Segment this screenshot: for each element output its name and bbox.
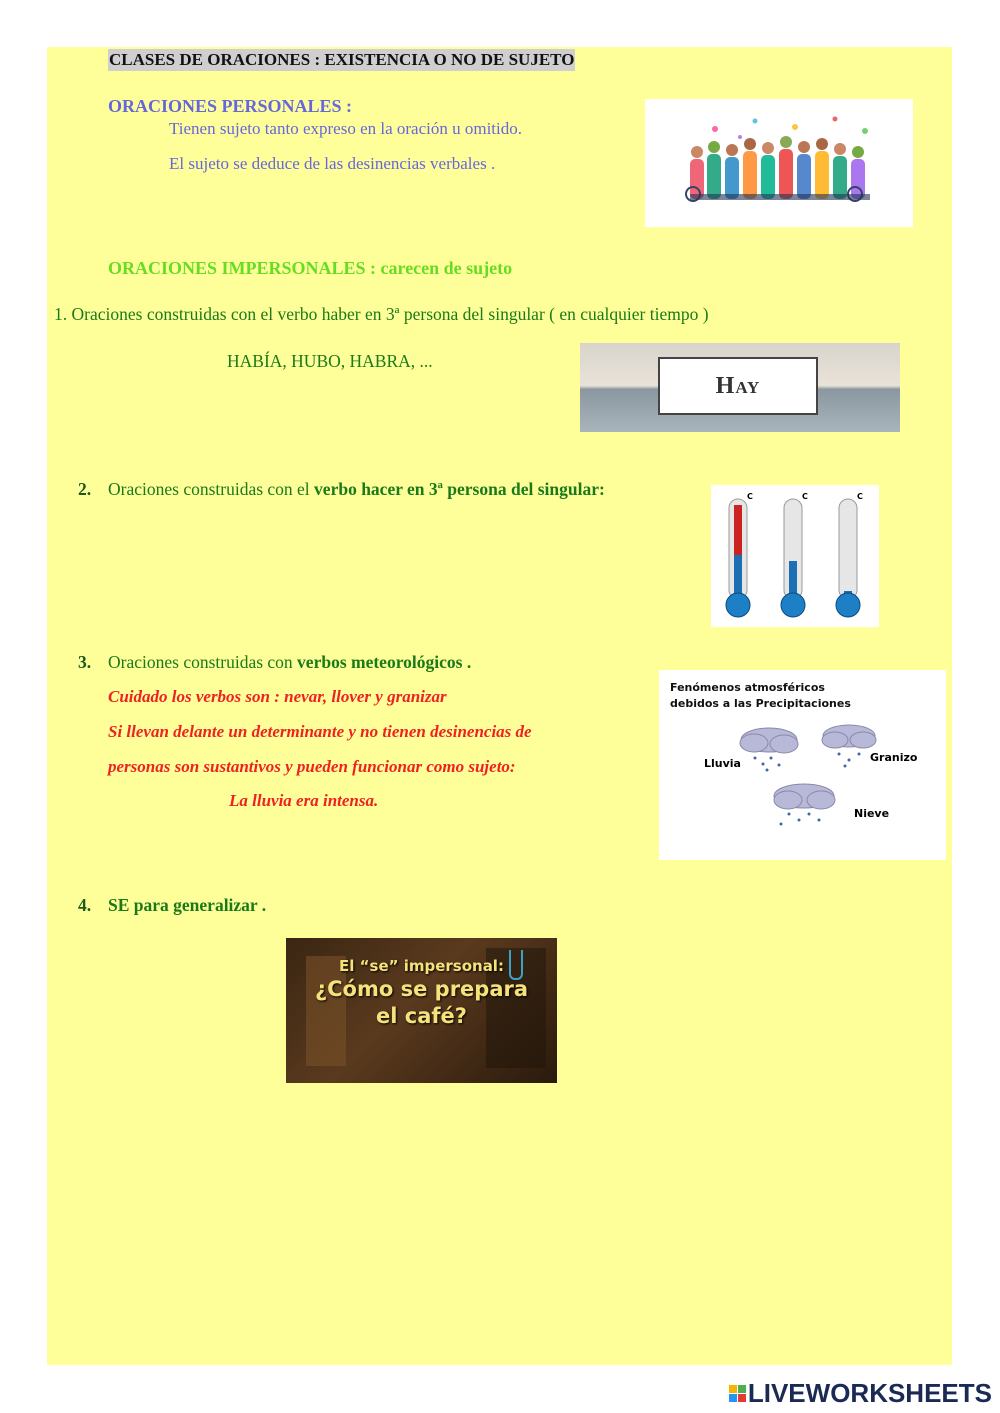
precip-title-2: debidos a las Precipitaciones — [670, 697, 851, 710]
item-3-number: 3. — [78, 652, 92, 672]
item-4-number: 4. — [78, 895, 92, 915]
item-3-text-a: Oraciones construidas con — [108, 652, 298, 672]
item-3-text — [108, 652, 471, 673]
item-2-text — [108, 479, 605, 500]
brand-name: LIVEWORKSHEETS — [747, 1377, 992, 1408]
logo-grid-icon — [729, 1385, 746, 1402]
personales-line-1: Tienen sujeto tanto expreso en la oración u omitido. — [169, 119, 522, 138]
hay-label: Hay — [715, 372, 761, 399]
warning-line-3: personas son sustantivos y pueden funcionar como sujeto: — [108, 757, 516, 776]
item-1-text: 1. Oraciones construidas con el verbo haber en 3ª persona del singular ( en cualquier tiempo ) — [54, 304, 709, 324]
precipitation-image — [659, 670, 946, 860]
svg-text:C: C — [802, 492, 808, 501]
item-3-text-b: verbos meteorológicos . — [297, 652, 472, 672]
cafe-title-line-1: El “se” impersonal: — [339, 957, 504, 975]
warning-example: La lluvia era intensa. — [229, 791, 379, 810]
impersonales-heading: ORACIONES IMPERSONALES : carecen de sujeto — [108, 258, 513, 278]
thermometers-image — [711, 485, 879, 627]
warning-line-1: Cuidado los verbos son : nevar, llover y granizar — [108, 687, 447, 706]
item-4-text: SE para generalizar . — [108, 895, 267, 915]
item-2-number: 2. — [78, 479, 92, 499]
liveworksheets-logo — [729, 1378, 992, 1408]
svg-text:C: C — [857, 492, 863, 501]
precip-title-1: Fenómenos atmosféricos — [670, 681, 825, 694]
crowd-image — [645, 99, 913, 227]
cafe-title-line-3: el café? — [376, 1004, 467, 1028]
item-2-text-b: verbo hacer en 3ª persona del singular: — [314, 479, 605, 499]
cafe-video-thumbnail[interactable] — [286, 938, 557, 1083]
personales-heading: ORACIONES PERSONALES : — [108, 96, 353, 116]
precip-lluvia-label: Lluvia — [704, 757, 741, 770]
page-title: CLASES DE ORACIONES : EXISTENCIA O NO DE SUJETO — [109, 50, 575, 69]
channel-logo-icon — [509, 950, 523, 980]
precip-granizo-label: Granizo — [870, 751, 918, 764]
item-2-text-a: Oraciones construidas con el — [108, 479, 315, 499]
svg-text:C: C — [747, 492, 753, 501]
cafe-title-line-2: ¿Cómo se prepara — [314, 977, 529, 1001]
personales-line-2: El sujeto se deduce de las desinencias verbales . — [169, 154, 496, 173]
hay-image — [580, 343, 900, 432]
item-1-examples: HABÍA, HUBO, HABRA, ... — [227, 351, 433, 371]
precip-nieve-label: Nieve — [854, 807, 890, 820]
warning-line-2: Si llevan delante un determinante y no tienen desinencias de — [108, 722, 532, 741]
